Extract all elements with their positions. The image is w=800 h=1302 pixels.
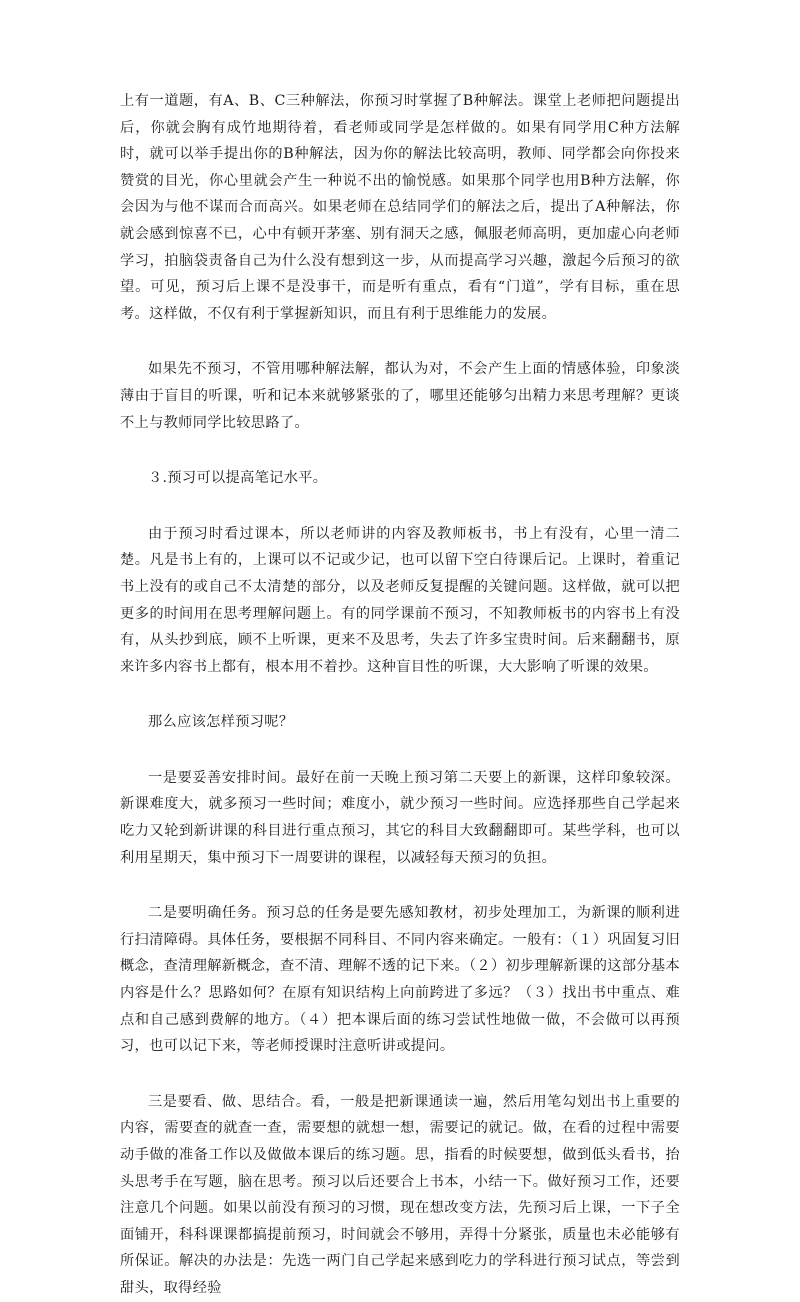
paragraph-gap (120, 327, 680, 356)
paragraph-gap (120, 436, 680, 465)
paragraph-read-do-think: 三是要看、做、思结合。看，一般是把新课通读一遍，然后用笔勾划出书上重要的内容，需要查的就查一查，需要想的就想一想，需要记的就记。做，在看的过程中需要动手做的准备工作以及做做本课后的练习题。思，指看的时候要想，做到低头看书，抬头思考手在写题，脑在思考。预习以后还要合上书本，小结一下。做好预习工作，还要注意几个问题。如果以前没有预习的习惯，现在想改变方法，先预习后上课，一下子全面铺开，科科课课都搞提前预习，时间就会不够用，弄得十分紧张，质量也未必能够有所保证。解决的办法是：先选一两门自己学起来感到吃力的学科进行预习试点，等尝到甜头，取得经验 (120, 1093, 680, 1296)
section-heading-notes: ３.预习可以提高笔记水平。 (148, 470, 328, 487)
paragraph-gap (120, 680, 680, 709)
paragraph-solution-methods: 上有一道题，有A、B、C三种解法，你预习时掌握了B种解法。课堂上老师把问题提出后，你就会胸有成竹地期待着，看老师或同学是怎样做的。如果有同学用C种方法解时，就可以举手提出你的B种解法，因为你的解法比较高明，教师、同学都会向你投来赞赏的目光，你心里就会产生一种说不出的愉悦感。如果那个同学也用B种方法解，你会因为与他不谋而合而高兴。如果老师在总结同学们的解法之后，提出了A种解法，你就会感到惊喜不已，心中有顿开茅塞、别有洞天之感，佩服老师高明，更加虚心向老师学习，拍脑袋责备自己为什么没有想到这一步，从而提高学习兴趣，激起今后预习的欲望。可见，预习后上课不是没事干，而是听有重点，看有“门道”，学有目标，重在思考。这样做，不仅有利于掌握新知识，而且有利于思维能力的发展。 (120, 93, 680, 322)
paragraph-gap (120, 736, 680, 765)
paragraph-how-to-preview: 那么应该怎样预习呢？ (148, 714, 294, 731)
paragraph-note-taking: 由于预习时看过课本，所以老师讲的内容及教师板书，书上有没有，心里一清二楚。凡是书上有的，上课可以不记或少记，也可以留下空白待课后记。上课时，着重记书上没有的或自己不太清楚的部分，以及老师反复提醒的关键问题。这样做，就可以把更多的时间用在思考理解问题上。有的同学课前不预习，不知教师板书的内容书上有没有，从头抄到底，顾不上听课，更来不及思考，失去了许多宝贵时间。后来翻翻书，原来许多内容书上都有，根本用不着抄。这种盲目性的听课，大大影响了听课的效果。 (120, 525, 680, 675)
paragraph-define-tasks: 二是要明确任务。预习总的任务是要先感知教材，初步处理加工，为新课的顺利进行扫清障碍。具体任务，要根据不同科目、不同内容来确定。一般有：（１）巩固复习旧概念，查清理解新概念，查不清、理解不透的记下来。（２）初步理解新课的这部分基本内容是什么？思路如何？在原有知识结构上向前跨进了多远？（３）找出书中重点、难点和自己感到费解的地方。（４）把本课后面的练习尝试性地做一做，不会做可以再预习，也可以记下来，等老师授课时注意听讲或提问。 (120, 905, 680, 1055)
paragraph-without-preview: 如果先不预习，不管用哪种解法解，都认为对，不会产生上面的情感体验，印象淡薄由于盲目的听课，听和记本来就够紧张的了，哪里还能够匀出精力来思考理解？更谈不上与教师同学比较思路了。 (120, 361, 680, 431)
paragraph-gap (120, 871, 680, 900)
paragraph-arrange-time: 一是要妥善安排时间。最好在前一天晚上预习第二天要上的新课，这样印象较深。新课难度大，就多预习一些时间；难度小，就少预习一些时间。应选择那些自己学起来吃力又轮到新讲课的科目进行重点预习，其它的科目大致翻翻即可。某些学科，也可以利用星期天，集中预习下一周要讲的课程，以减轻每天预习的负担。 (120, 769, 680, 866)
paragraph-gap (120, 1060, 680, 1089)
document-page (120, 88, 680, 1302)
paragraph-gap (120, 492, 680, 521)
